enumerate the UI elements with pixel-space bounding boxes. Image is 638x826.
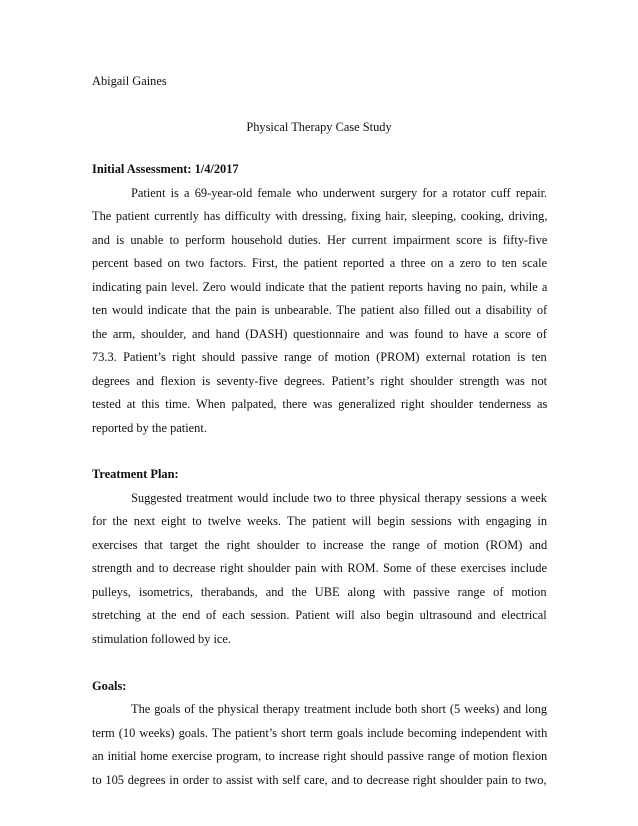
section-heading: Goals: [92,679,127,693]
paragraph-line: tested at this time. When palpated, there was generalized right shoulder tenderness as [92,397,548,411]
paragraph-line: strength and to decrease right shoulder pain with ROM. Some of these exercises include [92,561,547,575]
paragraph-line: 73.3. Patient’s right should passive range of motion (PROM) external rotation is ten [92,350,547,364]
paragraph-line: ten would indicate that the pain is unbearable. The patient also filled out a disability of [92,303,548,317]
section-heading: Treatment Plan: [92,467,179,481]
paragraph-line: term (10 weeks) goals. The patient’s short term goals include becoming independent with [92,726,548,740]
paragraph-line: and is unable to perform household duties. Her current impairment score is fifty-five [92,233,548,247]
paragraph-line: percent based on two factors. First, the patient reported a three on a zero to ten scale [92,256,548,270]
paragraph-line: indicating pain level. Zero would indicate that the patient reports having no pain, while a [92,280,548,294]
paragraph-line: exercises that target the right shoulder to increase the range of motion (ROM) and [92,538,548,552]
section-heading: Initial Assessment: 1/4/2017 [92,162,239,176]
author-name: Abigail Gaines [92,74,167,88]
paragraph-line: degrees and flexion is seventy-five degrees. Patient’s right shoulder strength was not [92,374,548,388]
paragraph-line: The patient currently has difficulty with dressing, fixing hair, sleeping, cooking, driving, [92,209,548,223]
paragraph-line: to 105 degrees in order to assist with self care, and to decrease right shoulder pain to two, [92,773,547,787]
paragraph-line: Patient is a 69-year-old female who underwent surgery for a rotator cuff repair. [131,186,548,200]
paragraph-line: for the next eight to twelve weeks. The patient will begin sessions with engaging in [92,514,548,528]
paragraph-line: The goals of the physical therapy treatment include both short (5 weeks) and long [131,702,548,716]
paragraph-line: reported by the patient. [92,421,207,435]
paragraph-line: stimulation followed by ice. [92,632,232,646]
document-title: Physical Therapy Case Study [246,120,392,134]
paragraph-line: stretching at the end of each session. Patient will also begin ultrasound and electrical [92,608,547,622]
paragraph-line: pulleys, isometrics, therabands, and the UBE along with passive range of motion [92,585,547,599]
paragraph-line: the arm, shoulder, and hand (DASH) questionnaire and was found to have a score of [92,327,547,341]
paragraph-line: Suggested treatment would include two to three physical therapy sessions a week [131,491,547,505]
paragraph-line: an initial home exercise program, to increase right should passive range of motion flexion [92,749,548,763]
